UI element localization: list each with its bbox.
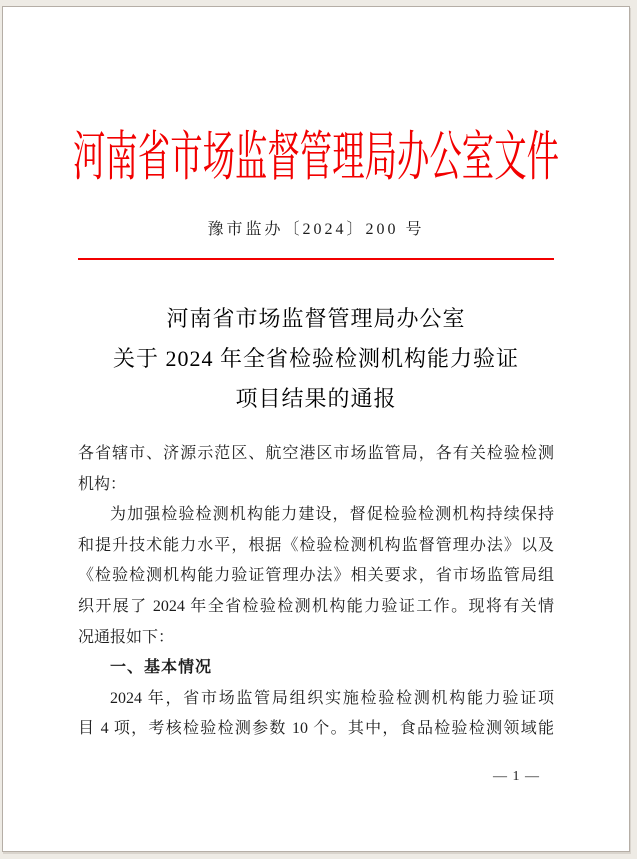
body-line: 织开展了 2024 年全省检验检测机构能力验证工作。现将有关情 <box>78 597 554 615</box>
red-header-banner <box>72 127 559 187</box>
document-body <box>78 439 554 745</box>
document-title-line-3: 项目结果的通报 <box>235 386 397 411</box>
document-header-title: 河南省市场监督管理局办公室文件 <box>72 127 559 187</box>
body-line: 和提升技术能力水平，根据《检验检测机构监督管理办法》以及 <box>78 536 554 554</box>
body-line: 为加强检验检测机构能力建设，督促检验检测机构持续保持 <box>110 506 554 524</box>
document-number: 豫市监办〔2024〕200 号 <box>207 221 425 238</box>
body-section-heading: 一、基本情况 <box>110 659 213 677</box>
body-line: 机构： <box>78 475 127 493</box>
document-title-line-1: 河南省市场监督管理局办公室 <box>166 306 466 331</box>
body-line: 各省辖市、济源示范区、航空港区市场监管局，各有关检验检测 <box>78 445 554 462</box>
document-title-line-2: 关于 2024 年全省检验检测机构能力验证 <box>112 346 519 371</box>
document-page <box>2 6 630 852</box>
body-line: 况通报如下： <box>78 628 175 646</box>
page-number: — 1 — <box>493 768 540 784</box>
body-line: 2024 年，省市场监管局组织实施检验检测机构能力验证项 <box>110 689 554 707</box>
body-line: 《检验检测机构能力验证管理办法》相关要求，省市场监管局组 <box>78 567 554 585</box>
red-divider-line <box>78 258 554 260</box>
body-line: 目 4 项，考核检验检测参数 10 个。其中，食品检验检测领域能 <box>78 720 554 738</box>
document-title <box>78 299 554 419</box>
